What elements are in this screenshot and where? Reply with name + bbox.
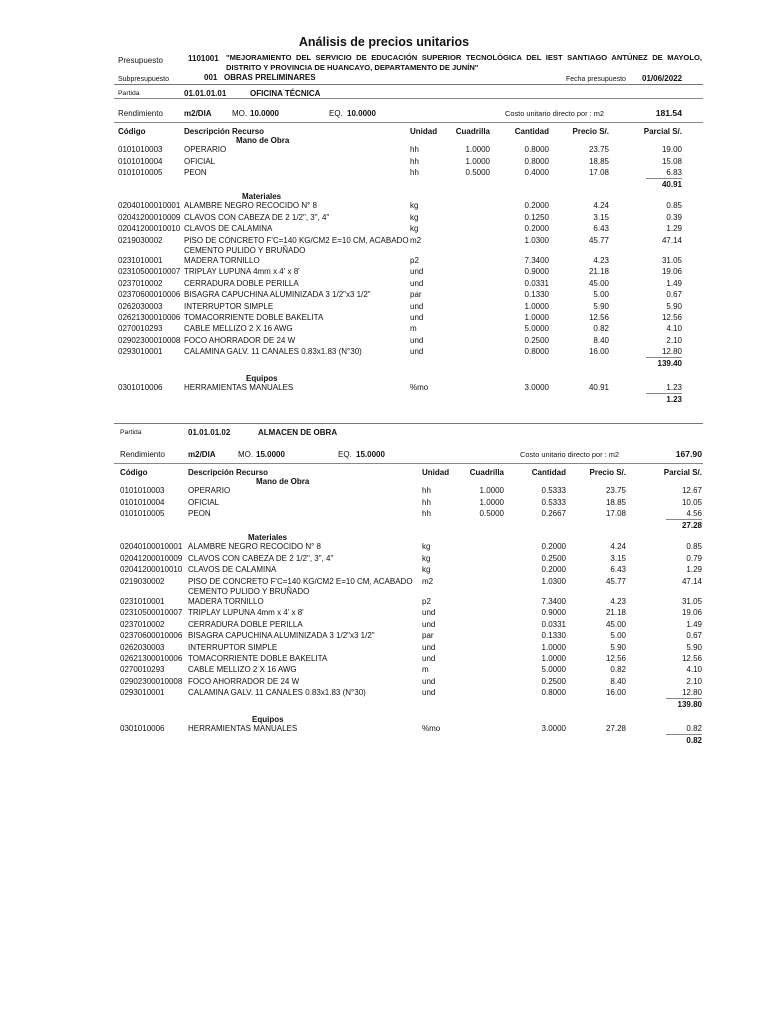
row-code: 0231010001 <box>118 256 163 265</box>
row-unit: m2 <box>410 235 422 245</box>
row-precio: 18.85 <box>588 156 609 166</box>
header-codigo: Código <box>118 127 146 136</box>
group-title-label: Materiales <box>248 533 288 542</box>
row-parcial: 19.06 <box>661 267 682 277</box>
row-precio: 45.00 <box>588 278 609 288</box>
row-unit: und <box>410 313 424 322</box>
eq-label: EQ. <box>338 450 352 459</box>
row-cantidad: 7.3400 <box>541 597 566 606</box>
row-cantidad: 7.3400 <box>524 256 549 265</box>
row-unit: und <box>422 654 436 663</box>
row-precio: 5.90 <box>610 642 626 652</box>
mo-label: MO. <box>232 109 248 118</box>
table-row <box>0 596 768 607</box>
row-cantidad: 1.0000 <box>524 301 549 311</box>
row-cantidad: 0.2667 <box>541 509 566 519</box>
row-unit: und <box>410 278 424 288</box>
row-unit: p2 <box>410 256 419 265</box>
row-parcial: 2.10 <box>666 335 682 345</box>
row-precio: 18.85 <box>605 497 626 507</box>
row-code: 0237010002 <box>120 619 165 629</box>
row-code: 02370600010006 <box>118 290 181 300</box>
row-code: 02040100010001 <box>120 542 183 552</box>
row-cantidad: 0.1250 <box>524 212 549 222</box>
row-unit: und <box>422 619 436 629</box>
table-row <box>0 541 768 552</box>
row-cantidad: 0.4000 <box>524 168 549 178</box>
mo-label: MO. <box>238 450 254 459</box>
partida-name: ALMACEN DE OBRA <box>258 428 338 437</box>
row-unit: hh <box>422 497 431 507</box>
row-precio: 5.90 <box>593 301 609 311</box>
header-cuadrilla: Cuadrilla <box>469 468 504 477</box>
row-unit: m <box>422 665 429 675</box>
row-cuadrilla: 1.0000 <box>465 156 490 166</box>
row-parcial: 12.56 <box>681 654 702 663</box>
row-code: 02902300010008 <box>120 676 183 686</box>
row-description: CLAVOS CON CABEZA DE 2 1/2", 3", 4" <box>188 553 334 563</box>
row-cantidad: 0.2000 <box>541 542 566 552</box>
row-precio: 8.40 <box>610 676 626 686</box>
row-code: 02621300010006 <box>120 654 183 663</box>
row-description: CABLE MELLIZO 2 X 16 AWG <box>184 324 293 334</box>
row-description: CLAVOS DE CALAMINA <box>184 224 273 234</box>
row-unit: hh <box>410 145 419 155</box>
row-precio: 27.28 <box>605 724 626 734</box>
row-code: 0293010001 <box>120 688 165 698</box>
row-description: PEON <box>188 509 211 519</box>
subtotal-value: 40.91 <box>661 179 682 189</box>
row-unit: und <box>410 267 424 277</box>
costo-unitario-value: 167.90 <box>675 449 702 459</box>
header-precio: Precio S/. <box>572 127 609 136</box>
mo-value: 15.0000 <box>256 450 285 459</box>
row-description: HERRAMIENTAS MANUALES <box>184 383 294 393</box>
row-parcial: 47.14 <box>661 235 682 245</box>
row-unit: und <box>422 676 436 686</box>
row-code: 0101010004 <box>120 497 165 507</box>
row-parcial: 5.90 <box>666 301 682 311</box>
rendimiento-row <box>0 449 768 460</box>
row-cantidad: 0.0331 <box>524 278 549 288</box>
presupuesto-name: "MEJORAMIENTO DEL SERVICIO DE EDUCACIÓN SUPERIOR TECNOLÓGICA DEL IEST SANTIAGO ANTÚNEZ DE MAYOLO, DISTRITO Y PROVINCIA DE HUANCAYO, DEPARTAMENTO DE JUNÍN" <box>226 53 702 72</box>
row-code: 0270010293 <box>118 324 163 334</box>
table-row <box>0 676 768 687</box>
row-parcial: 12.80 <box>661 347 682 357</box>
group-subtotal <box>0 699 768 710</box>
row-code: 02041200010010 <box>118 224 181 234</box>
row-code: 0301010006 <box>120 724 165 734</box>
row-cantidad: 0.5333 <box>541 497 566 507</box>
row-unit: hh <box>422 486 431 496</box>
fecha-label: Fecha presupuesto <box>566 76 626 83</box>
row-parcial: 31.05 <box>681 597 702 606</box>
row-cantidad: 0.2500 <box>541 553 566 563</box>
table-row <box>0 619 768 630</box>
row-precio: 40.91 <box>588 383 609 393</box>
row-cuadrilla: 0.5000 <box>465 168 490 178</box>
row-parcial: 6.83 <box>666 168 682 178</box>
table-row <box>0 653 768 664</box>
row-cantidad: 0.2500 <box>541 676 566 686</box>
row-description: TOMACORRIENTE DOBLE BAKELITA <box>184 313 324 322</box>
table-row <box>0 553 768 564</box>
row-parcial: 0.67 <box>666 290 682 300</box>
row-code: 02041200010010 <box>120 565 183 575</box>
row-cantidad: 0.8000 <box>524 347 549 357</box>
row-description: BISAGRA CAPUCHINA ALUMINIZADA 3 1/2"x3 1/2" <box>184 290 371 300</box>
table-row <box>0 630 768 641</box>
group-subtotal <box>0 735 768 746</box>
row-cantidad: 0.9000 <box>541 608 566 618</box>
row-parcial: 5.90 <box>686 642 702 652</box>
row-description: CALAMINA GALV. 11 CANALES 0.83x1.83 (N°30) <box>184 347 362 357</box>
row-unit: kg <box>410 224 419 234</box>
row-parcial: 15.08 <box>661 156 682 166</box>
partida-label: Partida <box>120 429 142 436</box>
row-code: 0262030003 <box>120 642 165 652</box>
row-unit: kg <box>422 542 431 552</box>
subtotal-value: 139.80 <box>677 699 702 709</box>
table-row <box>0 687 768 698</box>
row-parcial: 10.05 <box>681 497 702 507</box>
row-parcial: 19.06 <box>681 608 702 618</box>
table-row <box>0 564 768 575</box>
row-description: PISO DE CONCRETO F'C=140 KG/CM2 E=10 CM, ACABADO CEMENTO PULIDO Y BRUÑADO <box>184 235 409 255</box>
row-cuadrilla: 0.5000 <box>479 509 504 519</box>
row-precio: 45.77 <box>605 576 626 586</box>
row-precio: 6.43 <box>610 565 626 575</box>
row-cantidad: 5.0000 <box>541 665 566 675</box>
row-precio: 23.75 <box>588 145 609 155</box>
rendimiento-label: Rendimiento <box>120 450 165 459</box>
row-description: TRIPLAY LUPUNA 4mm x 4' x 8' <box>184 267 300 277</box>
row-cantidad: 0.8000 <box>524 156 549 166</box>
group-title-label: Equipos <box>252 715 284 724</box>
row-precio: 4.23 <box>593 256 609 265</box>
header-cuadrilla: Cuadrilla <box>455 127 490 136</box>
row-code: 0101010005 <box>120 509 165 519</box>
page-title: Análisis de precios unitarios <box>298 35 470 49</box>
row-unit: und <box>422 642 436 652</box>
row-code: 0293010001 <box>118 347 163 357</box>
row-parcial: 0.85 <box>666 201 682 211</box>
row-code: 0262030003 <box>118 301 163 311</box>
row-precio: 0.82 <box>610 665 626 675</box>
row-cantidad: 1.0300 <box>524 235 549 245</box>
row-cantidad: 1.0000 <box>541 654 566 663</box>
group-title-label: Materiales <box>242 192 282 201</box>
row-cuadrilla: 1.0000 <box>465 145 490 155</box>
group-title-label: Mano de Obra <box>236 136 290 145</box>
row-cantidad: 0.2000 <box>524 201 549 211</box>
subpresupuesto-name: OBRAS PRELIMINARES <box>224 73 316 82</box>
header-codigo: Código <box>120 468 148 477</box>
row-parcial: 31.05 <box>661 256 682 265</box>
row-cantidad: 0.9000 <box>524 267 549 277</box>
row-cantidad: 0.1330 <box>524 290 549 300</box>
row-parcial: 1.29 <box>686 565 702 575</box>
row-cantidad: 3.0000 <box>541 724 566 734</box>
row-cantidad: 0.2500 <box>524 335 549 345</box>
mo-value: 10.0000 <box>250 109 279 118</box>
row-precio: 21.18 <box>605 608 626 618</box>
row-cantidad: 1.0000 <box>524 313 549 322</box>
row-parcial: 0.79 <box>686 553 702 563</box>
eq-value: 15.0000 <box>356 450 385 459</box>
row-unit: p2 <box>422 597 431 606</box>
row-description: OPERARIO <box>184 145 227 155</box>
row-parcial: 1.29 <box>666 224 682 234</box>
row-unit: kg <box>410 201 419 211</box>
row-description: CABLE MELLIZO 2 X 16 AWG <box>188 665 297 675</box>
subpresupuesto-label: Subpresupuesto <box>118 76 169 83</box>
row-description: HERRAMIENTAS MANUALES <box>188 724 298 734</box>
header-parcial: Parcial S/. <box>643 127 682 136</box>
header-descripcion: Descripción Recurso <box>188 468 269 477</box>
group-title-label: Equipos <box>246 374 278 383</box>
row-unit: und <box>410 301 424 311</box>
row-code: 0219030002 <box>118 235 163 245</box>
row-precio: 6.43 <box>593 224 609 234</box>
row-parcial: 12.56 <box>661 313 682 322</box>
row-unit: hh <box>410 168 419 178</box>
row-precio: 45.77 <box>588 235 609 245</box>
row-code: 02310500010007 <box>118 267 181 277</box>
row-description: MADERA TORNILLO <box>184 256 260 265</box>
row-parcial: 0.39 <box>666 212 682 222</box>
subtotal-value: 1.23 <box>666 394 682 404</box>
header-unidad: Unidad <box>422 468 450 477</box>
row-cuadrilla: 1.0000 <box>479 486 504 496</box>
group-subtotal <box>0 520 768 531</box>
row-description: INTERRUPTOR SIMPLE <box>188 642 278 652</box>
row-precio: 12.56 <box>588 313 609 322</box>
row-description: CALAMINA GALV. 11 CANALES 0.83x1.83 (N°30) <box>188 688 366 698</box>
row-unit: %mo <box>410 383 429 393</box>
row-unit: par <box>422 631 434 641</box>
row-description: PISO DE CONCRETO F'C=140 KG/CM2 E=10 CM, ACABADO CEMENTO PULIDO Y BRUÑADO <box>188 576 413 596</box>
row-description: ALAMBRE NEGRO RECOCIDO N° 8 <box>184 201 317 211</box>
row-description: CERRADURA DOBLE PERILLA <box>188 619 303 629</box>
row-description: TOMACORRIENTE DOBLE BAKELITA <box>188 654 328 663</box>
row-code: 0101010004 <box>118 156 163 166</box>
row-code: 0231010001 <box>120 597 165 606</box>
row-unit: und <box>422 608 436 618</box>
row-precio: 5.00 <box>593 290 609 300</box>
row-code: 0237010002 <box>118 278 163 288</box>
row-parcial: 12.80 <box>681 688 702 698</box>
row-description: CLAVOS CON CABEZA DE 2 1/2", 3", 4" <box>184 212 330 222</box>
eq-value: 10.0000 <box>347 109 376 118</box>
table-row <box>0 485 768 496</box>
row-parcial: 2.10 <box>686 676 702 686</box>
row-code: 02621300010006 <box>118 313 181 322</box>
row-unit: m2 <box>422 576 434 586</box>
row-code: 02370600010006 <box>120 631 183 641</box>
row-description: ALAMBRE NEGRO RECOCIDO N° 8 <box>188 542 321 552</box>
row-unit: und <box>410 347 424 357</box>
row-parcial: 0.67 <box>686 631 702 641</box>
row-cantidad: 1.0300 <box>541 576 566 586</box>
row-precio: 4.23 <box>610 597 626 606</box>
subtotal-value: 0.82 <box>686 735 702 745</box>
eq-label: EQ. <box>329 109 343 118</box>
rendimiento-label: Rendimiento <box>118 109 163 118</box>
row-unit: %mo <box>422 724 441 734</box>
row-code: 02902300010008 <box>118 335 181 345</box>
header-cantidad: Cantidad <box>531 468 566 477</box>
header-descripcion: Descripción Recurso <box>184 127 265 136</box>
row-description: MADERA TORNILLO <box>188 597 264 606</box>
table-row <box>0 723 768 734</box>
table-row <box>0 576 768 597</box>
row-code: 02310500010007 <box>120 608 183 618</box>
row-unit: kg <box>422 565 431 575</box>
row-precio: 12.56 <box>605 654 626 663</box>
row-unit: und <box>422 688 436 698</box>
row-code: 02041200010009 <box>118 212 181 222</box>
row-description: BISAGRA CAPUCHINA ALUMINIZADA 3 1/2"x3 1/2" <box>188 631 375 641</box>
row-parcial: 4.10 <box>686 665 702 675</box>
row-code: 0101010003 <box>120 486 165 496</box>
row-cantidad: 0.5333 <box>541 486 566 496</box>
partida-name: OFICINA TÉCNICA <box>250 89 321 98</box>
partida-label: Partida <box>118 90 140 97</box>
row-description: PEON <box>184 168 207 178</box>
presupuesto-code: 1101001 <box>188 54 219 63</box>
fecha-value: 01/06/2022 <box>642 74 683 83</box>
row-unit: m <box>410 324 417 334</box>
row-precio: 21.18 <box>588 267 609 277</box>
row-parcial: 1.49 <box>666 278 682 288</box>
row-code: 0101010005 <box>118 168 163 178</box>
row-parcial: 12.67 <box>681 486 702 496</box>
table-row <box>0 642 768 653</box>
group-title-label: Mano de Obra <box>256 477 310 486</box>
row-precio: 45.00 <box>605 619 626 629</box>
row-parcial: 4.56 <box>686 509 702 519</box>
row-precio: 3.15 <box>610 553 626 563</box>
table-row <box>0 497 768 508</box>
row-unit: hh <box>422 509 431 519</box>
section-divider <box>114 423 703 424</box>
row-cantidad: 0.8000 <box>541 688 566 698</box>
header-rule <box>114 463 703 464</box>
row-cantidad: 0.1330 <box>541 631 566 641</box>
row-cantidad: 5.0000 <box>524 324 549 334</box>
partida-code: 01.01.01.01 <box>184 89 227 98</box>
row-precio: 23.75 <box>605 486 626 496</box>
subtotal-value: 139.40 <box>657 358 682 368</box>
row-precio: 0.82 <box>593 324 609 334</box>
row-parcial: 0.82 <box>686 724 702 734</box>
subpresupuesto-code: 001 <box>204 73 218 82</box>
row-cantidad: 0.2000 <box>524 224 549 234</box>
row-description: FOCO AHORRADOR DE 24 W <box>188 676 300 686</box>
costo-unitario-value: 181.54 <box>655 108 682 118</box>
row-description: OFICIAL <box>184 156 216 166</box>
row-precio: 5.00 <box>610 631 626 641</box>
row-description: CERRADURA DOBLE PERILLA <box>184 278 299 288</box>
row-parcial: 19.00 <box>661 145 682 155</box>
row-description: INTERRUPTOR SIMPLE <box>184 301 274 311</box>
row-description: FOCO AHORRADOR DE 24 W <box>184 335 296 345</box>
rendimiento-unit: m2/DIA <box>184 109 212 118</box>
row-precio: 8.40 <box>593 335 609 345</box>
row-cantidad: 0.2000 <box>541 565 566 575</box>
rendimiento-unit: m2/DIA <box>188 450 216 459</box>
header-unidad: Unidad <box>410 127 438 136</box>
row-cantidad: 0.8000 <box>524 145 549 155</box>
header-parcial: Parcial S/. <box>663 468 702 477</box>
header-cantidad: Cantidad <box>514 127 549 136</box>
partida-row <box>0 427 768 438</box>
table-row <box>0 664 768 675</box>
row-precio: 16.00 <box>588 347 609 357</box>
row-parcial: 1.49 <box>686 619 702 629</box>
table-row <box>0 607 768 618</box>
row-precio: 17.08 <box>588 168 609 178</box>
row-code: 02040100010001 <box>118 201 181 211</box>
table-row <box>0 508 768 519</box>
row-code: 0219030002 <box>120 576 165 586</box>
row-description: OFICIAL <box>188 497 220 507</box>
costo-unitario-label: Costo unitario directo por : m2 <box>505 109 604 118</box>
costo-unitario-label: Costo unitario directo por : m2 <box>520 450 619 459</box>
row-code: 02041200010009 <box>120 553 183 563</box>
row-description: TRIPLAY LUPUNA 4mm x 4' x 8' <box>188 608 304 618</box>
row-unit: hh <box>410 156 419 166</box>
subtotal-value: 27.28 <box>681 520 702 530</box>
row-code: 0101010003 <box>118 145 163 155</box>
row-precio: 17.08 <box>605 509 626 519</box>
presupuesto-label: Presupuesto <box>118 56 163 65</box>
row-unit: kg <box>422 553 431 563</box>
row-precio: 3.15 <box>593 212 609 222</box>
row-parcial: 47.14 <box>681 576 702 586</box>
row-parcial: 0.85 <box>686 542 702 552</box>
row-cuadrilla: 1.0000 <box>479 497 504 507</box>
row-parcial: 1.23 <box>666 383 682 393</box>
row-cantidad: 1.0000 <box>541 642 566 652</box>
row-precio: 4.24 <box>610 542 626 552</box>
partida-code: 01.01.01.02 <box>188 428 231 437</box>
row-code: 0270010293 <box>120 665 165 675</box>
row-precio: 16.00 <box>605 688 626 698</box>
row-description: OPERARIO <box>188 486 231 496</box>
row-precio: 4.24 <box>593 201 609 211</box>
row-parcial: 4.10 <box>666 324 682 334</box>
row-cantidad: 0.0331 <box>541 619 566 629</box>
row-unit: par <box>410 290 422 300</box>
row-unit: kg <box>410 212 419 222</box>
row-code: 0301010006 <box>118 383 163 393</box>
row-cantidad: 3.0000 <box>524 383 549 393</box>
row-unit: und <box>410 335 424 345</box>
header-precio: Precio S/. <box>589 468 626 477</box>
row-description: CLAVOS DE CALAMINA <box>188 565 277 575</box>
